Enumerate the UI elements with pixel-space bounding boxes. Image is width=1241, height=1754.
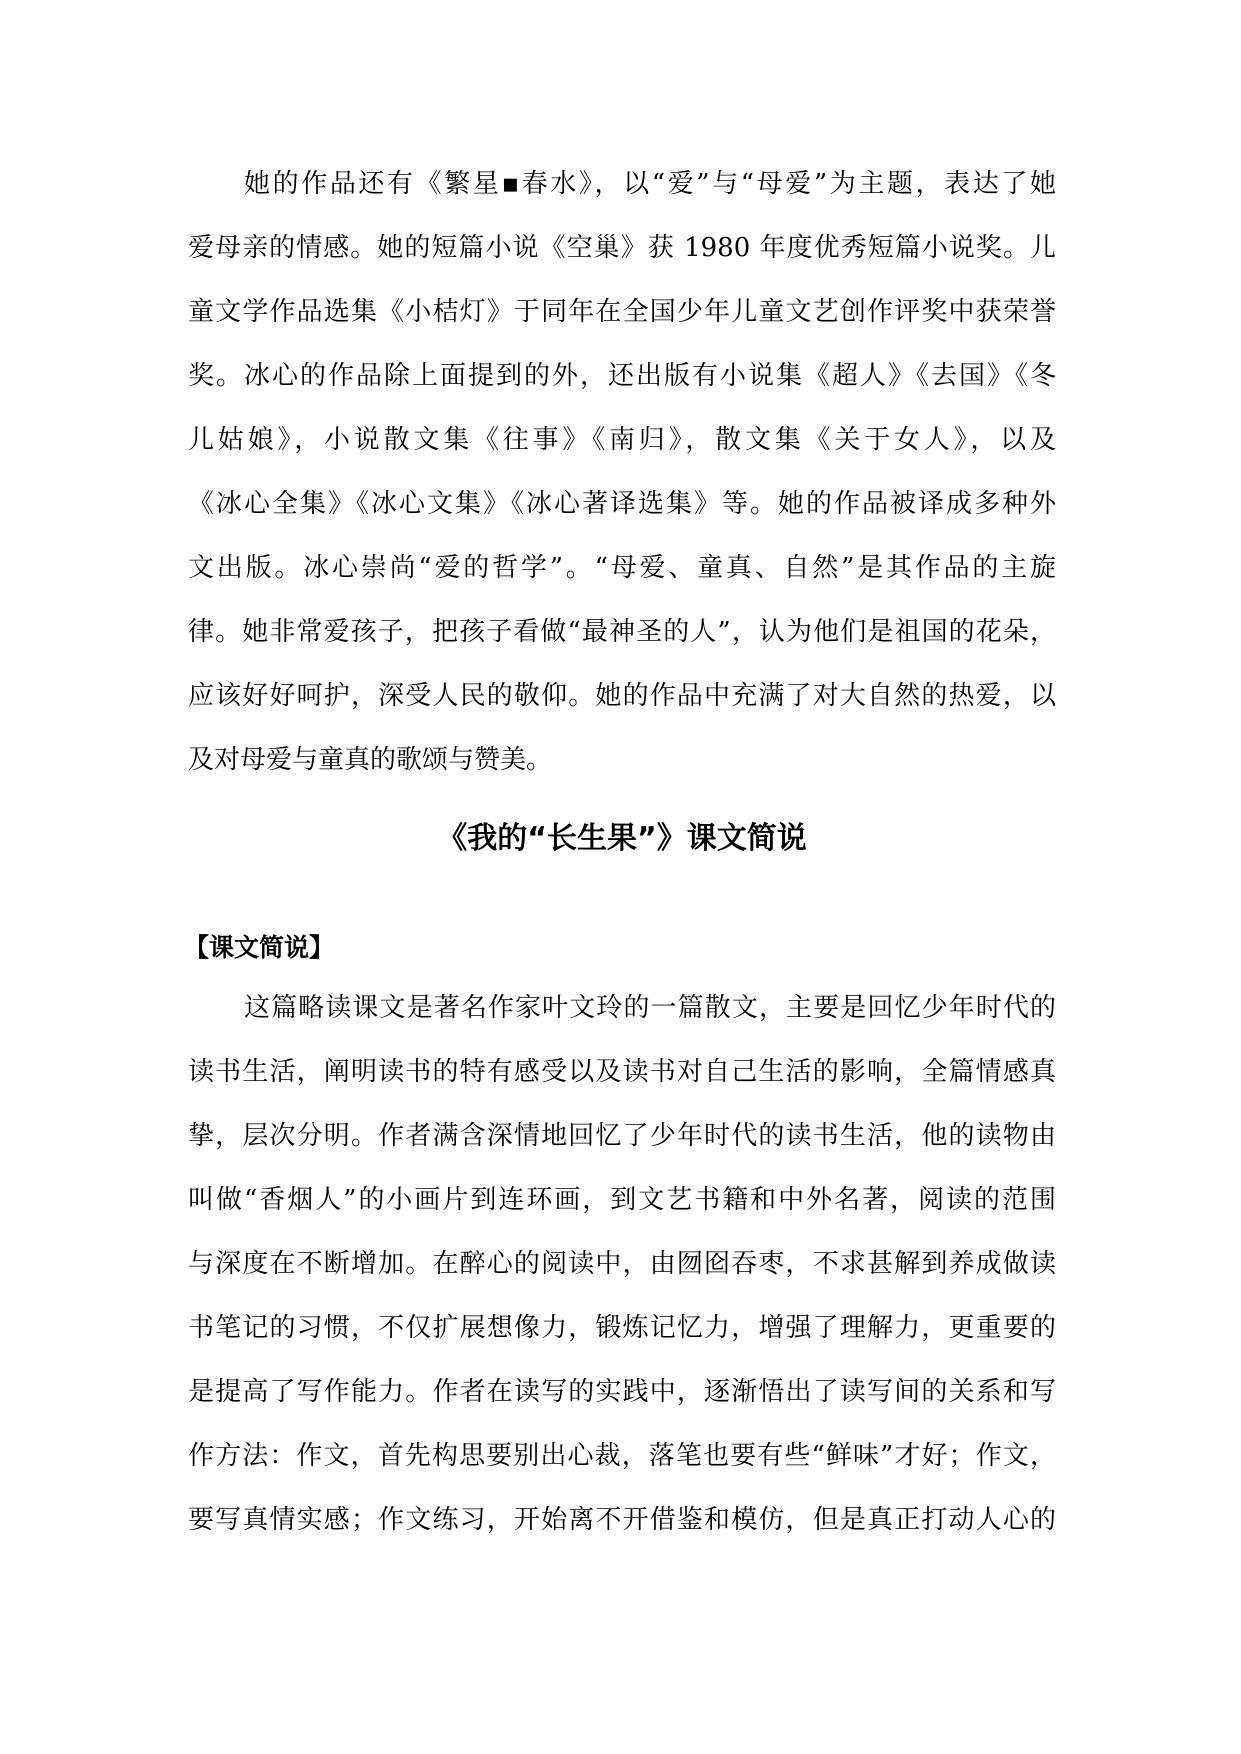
paragraph-1-line-3: 童文学作品选集《小桔灯》于同年在全国少年儿童文艺创作评奖中获荣誉 [188, 297, 1056, 327]
paragraph-1-line-10: 及对母爱与童真的歌颂与赞美。 [188, 745, 553, 775]
paragraph-1-line-8: 律。她非常爱孩子，把孩子看做“最神圣的人”，认为他们是祖国的花朵， [188, 617, 1056, 647]
paragraph-1-line-5: 儿姑娘》，小说散文集《往事》《南归》，散文集《关于女人》，以及 [188, 425, 1056, 455]
paragraph-2-line-8: 作方法：作文，首先构思要别出心裁，落笔也要有些“鲜味”才好；作文， [188, 1441, 1056, 1471]
paragraph-1-line-6: 《冰心全集》《冰心文集》《冰心著译选集》等。她的作品被译成多种外 [188, 489, 1056, 519]
paragraph-2-line-2: 读书生活，阐明读书的特有感受以及读书对自己生活的影响，全篇情感真 [188, 1057, 1056, 1087]
paragraph-2-line-6: 书笔记的习惯，不仅扩展想像力，锻炼记忆力，增强了理解力，更重要的 [188, 1313, 1056, 1343]
paragraph-2-line-5: 与深度在不断增加。在醉心的阅读中，由囫囵吞枣，不求甚解到养成做读 [188, 1249, 1056, 1279]
paragraph-1-line-7: 文出版。冰心崇尚“爱的哲学”。“母爱、童真、自然”是其作品的主旋 [188, 553, 1056, 583]
section-label: 【课文简说】 [184, 933, 335, 962]
paragraph-1-line-2: 爱母亲的情感。她的短篇小说《空巢》获 1980 年度优秀短篇小说奖。儿 [188, 233, 1056, 263]
paragraph-1-line-1: 她的作品还有《繁星▪春水》，以“爱”与“母爱”为主题，表达了她 [244, 169, 1056, 199]
paragraph-1-line-9: 应该好好呵护，深受人民的敬仰。她的作品中充满了对大自然的热爱，以 [188, 681, 1056, 711]
paragraph-2-line-3: 挚，层次分明。作者满含深情地回忆了少年时代的读书生活，他的读物由 [188, 1121, 1056, 1151]
paragraph-2-line-9: 要写真情实感；作文练习，开始离不开借鉴和模仿，但是真正打动人心的 [188, 1505, 1056, 1535]
paragraph-2-line-4: 叫做“香烟人”的小画片到连环画，到文艺书籍和中外名著，阅读的范围 [188, 1185, 1056, 1215]
page-title: 《我的“长生果”》课文简说 [437, 821, 807, 856]
paragraph-2-line-7: 是提高了写作能力。作者在读写的实践中，逐渐悟出了读写间的关系和写 [188, 1377, 1056, 1407]
paragraph-1-line-4: 奖。冰心的作品除上面提到的外，还出版有小说集《超人》《去国》《冬 [188, 361, 1056, 391]
paragraph-2-line-1: 这篇略读课文是著名作家叶文玲的一篇散文，主要是回忆少年时代的 [244, 993, 1056, 1023]
